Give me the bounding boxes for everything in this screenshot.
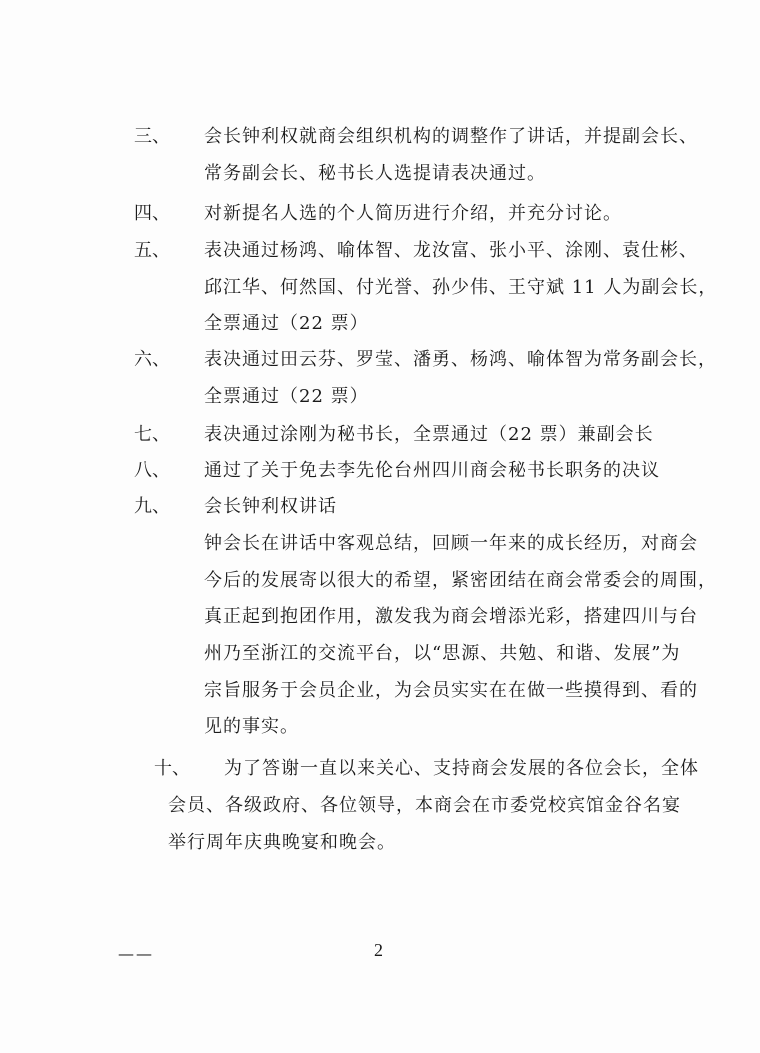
item-text-line: 钟会长在讲话中客观总结，回顾一年来的成长经历，对商会 — [204, 533, 698, 554]
item-number: 八、 — [134, 460, 170, 481]
item-text-line: 会员、各级政府、各位领导，本商会在市委党校宾馆金谷名宴 — [168, 795, 681, 816]
item-text-line: 对新提名人选的个人简历进行介绍，并充分讨论。 — [204, 203, 622, 224]
item-text-line: 表决通过田云芬、罗莹、潘勇、杨鸿、喻体智为常务副会长， — [204, 349, 717, 370]
item-text-line: 宗旨服务于会员企业，为会员实实在在做一些摸得到、看的 — [204, 680, 698, 701]
item-number: 三、 — [134, 126, 170, 147]
item-text-line: 州乃至浙江的交流平台，以“思源、共勉、和谐、发展”为 — [204, 643, 681, 664]
item-text-line: 今后的发展寄以很大的希望，紧密团结在商会常委会的周围， — [204, 570, 717, 591]
item-text-line: 会长钟利权就商会组织机构的调整作了讲话，并提副会长、 — [204, 126, 698, 147]
item-text-line: 举行周年庆典晚宴和晚会。 — [168, 832, 396, 853]
item-number: 四、 — [134, 203, 170, 224]
item-text-line: 表决通过涂刚为秘书长，全票通过（22 票）兼副会长 — [204, 424, 654, 445]
item-text-line: 真正起到抱团作用，激发我为商会增添光彩，搭建四川与台 — [204, 606, 698, 627]
item-text-line: 全票通过（22 票） — [204, 386, 369, 407]
item-text-line: 全票通过（22 票） — [204, 313, 369, 334]
item-number: 十、 — [154, 758, 190, 779]
item-text-line: 通过了关于免去李先伦台州四川商会秘书长职务的决议 — [204, 460, 660, 481]
item-number: 七、 — [134, 424, 170, 445]
item-text-line: 常务副会长、秘书长人选提请表决通过。 — [204, 163, 546, 184]
item-number: 六、 — [134, 349, 170, 370]
item-text-line: 邱江华、何然国、付光誉、孙少伟、王守斌 11 人为副会长， — [204, 277, 718, 298]
item-text-line: 见的事实。 — [204, 716, 299, 737]
item-number: 五、 — [134, 240, 170, 261]
page-number: 2 — [374, 940, 383, 960]
item-text-line: 会长钟利权讲话 — [204, 496, 337, 517]
item-text-line: 表决通过杨鸿、喻体智、龙汝富、张小平、涂刚、袁仕彬、 — [204, 240, 698, 261]
item-text-line: 为了答谢一直以来关心、支持商会发展的各位会长，全体 — [224, 758, 699, 779]
footer-dash: —— — [118, 944, 154, 963]
item-number: 九、 — [134, 496, 170, 517]
